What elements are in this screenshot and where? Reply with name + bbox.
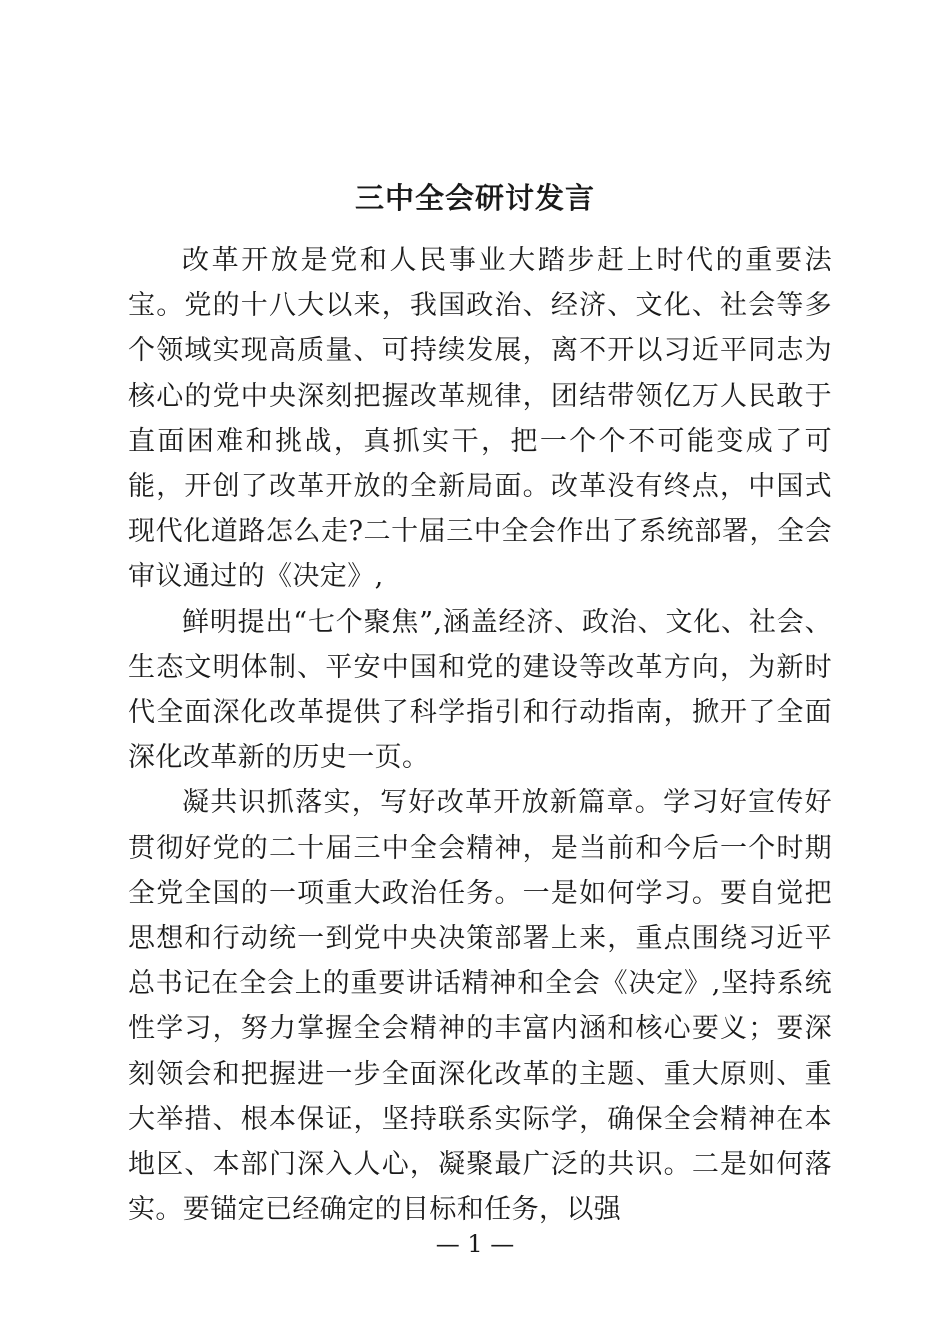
paragraph: 凝共识抓落实，写好改革开放新篇章。学习好宣传好贯彻好党的二十届三中全会精神，是当前和今后一个时期全党全国的一项重大政治任务。一是如何学习。要自觉把思想和行动统一到党中央决策部署上来，重点围绕习近平总书记在全会上的重要讲话精神和全会《决定》,坚持系统性学习，努力掌握全会精神的丰富内涵和核心要义；要深刻领会和把握进一步全面深化改革的主题、重大原则、重大举措、根本保证，坚持联系实际学，确保全会精神在本地区、本部门深入人心，凝聚最广泛的共识。二是如何落实。要锚定已经确定的目标和任务，以强 [128, 787, 832, 1226]
page-number: — 1 — [435, 1230, 515, 1258]
document-body [128, 238, 832, 1232]
paragraph: 鲜明提出“七个聚焦”,涵盖经济、政治、文化、社会、生态文明体制、平安中国和党的建设等改革方向，为新时代全面深化改革提供了科学指引和行动指南，掀开了全面深化改革新的历史一页。 [128, 606, 832, 774]
paragraph: 改革开放是党和人民事业大踏步赶上时代的重要法宝。党的十八大以来，我国政治、经济、文化、社会等多个领域实现高质量、可持续发展，离不开以习近平同志为核心的党中央深刻把握改革规律，团结带领亿万人民敢于直面困难和挑战，真抓实干，把一个个不可能变成了可能，开创了改革开放的全新局面。改革没有终点，中国式现代化道路怎么走?二十届三中全会作出了系统部署，全会审议通过的《决定》, [128, 245, 832, 593]
document-title: 三中全会研讨发言 [354, 181, 595, 215]
